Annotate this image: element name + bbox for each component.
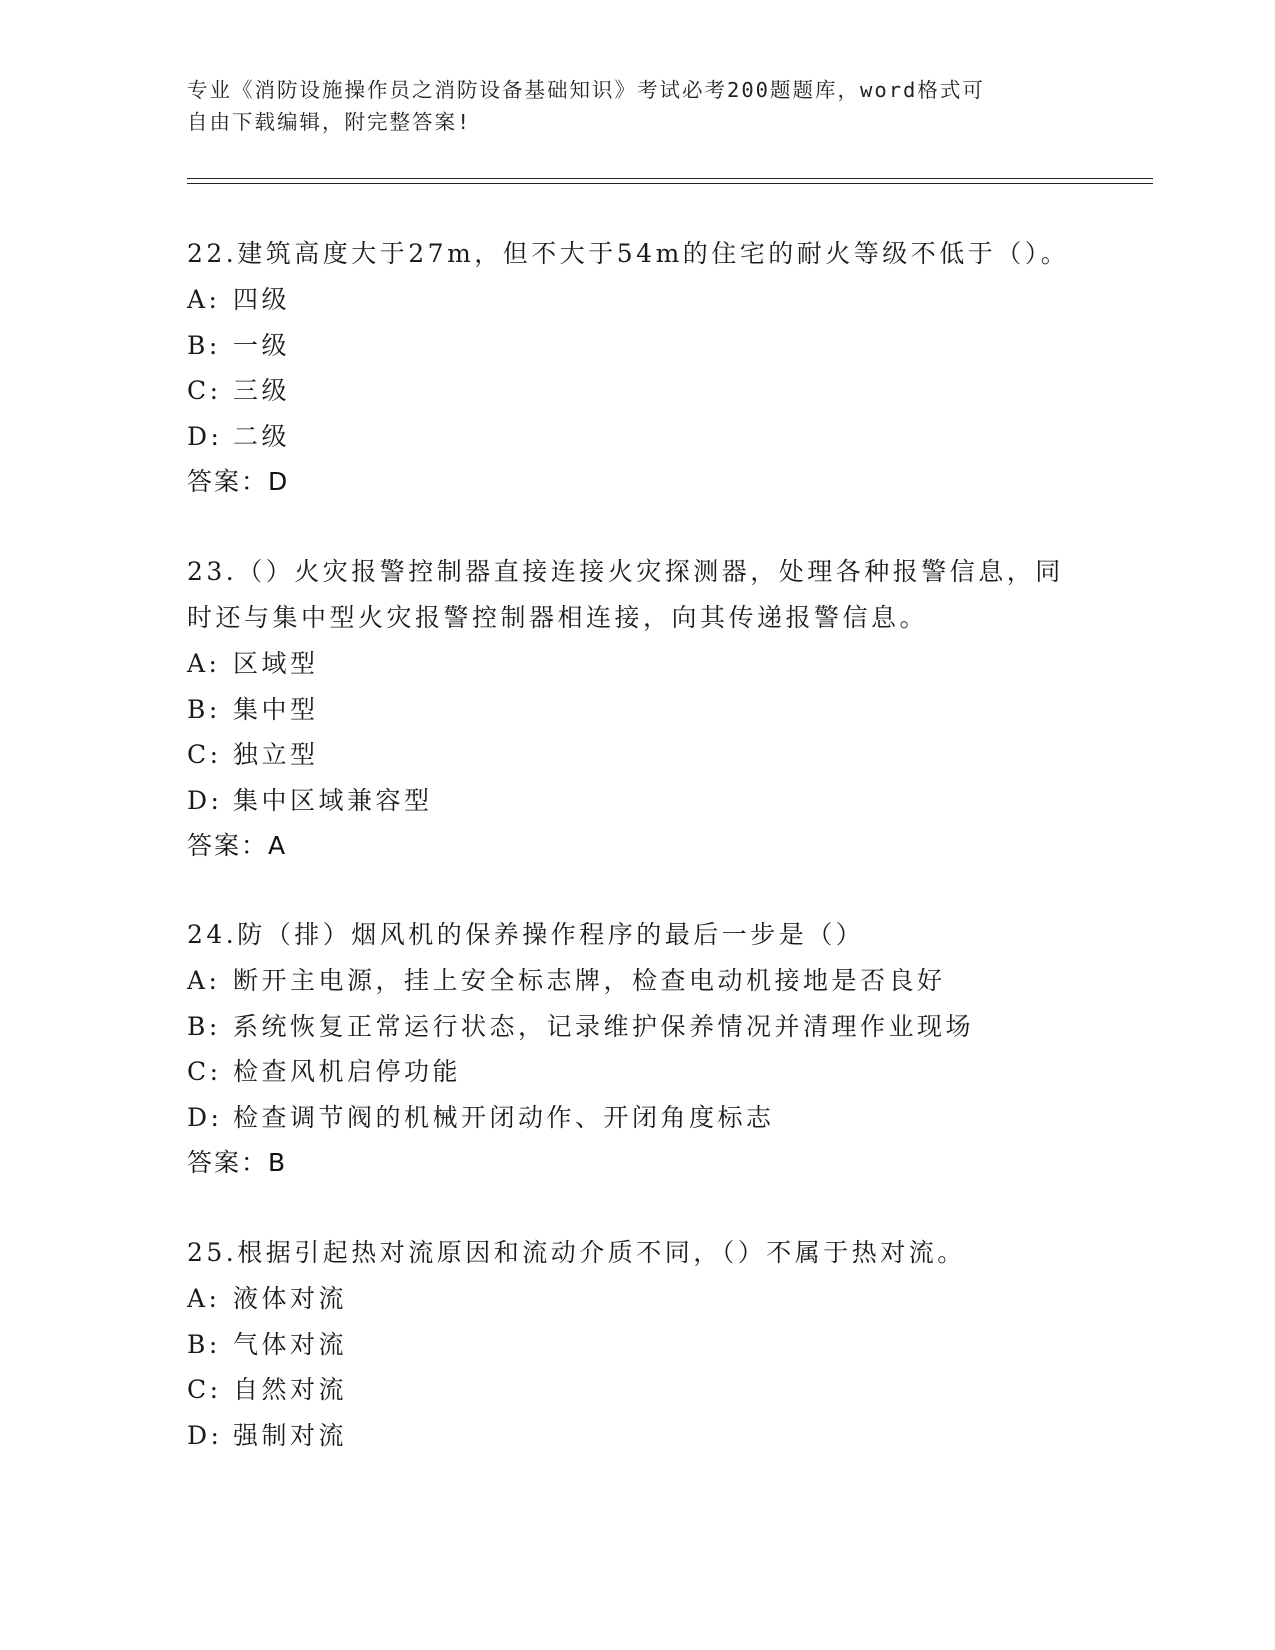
option-letter: C:: [187, 1057, 222, 1086]
answer-line: 答案：A: [187, 831, 288, 860]
option-a: [187, 641, 1087, 687]
option-d: [187, 1095, 1087, 1141]
option-letter: C:: [187, 1375, 222, 1404]
answer-line: 答案：B: [187, 1148, 288, 1177]
header-line-2: 自由下载编辑，附完整答案!: [187, 110, 472, 134]
option-text: 三级: [233, 376, 291, 405]
document-header: [187, 74, 1067, 138]
question-stem: 24.防（排）烟风机的保养操作程序的最后一步是（）: [187, 920, 865, 949]
option-letter: B:: [187, 330, 221, 360]
option-d: [187, 1413, 1087, 1459]
option-letter: B:: [187, 694, 221, 724]
option-letter: D:: [187, 421, 223, 451]
option-c: [187, 1049, 1087, 1095]
option-letter: D:: [187, 1102, 223, 1132]
question-25: [187, 1230, 1087, 1458]
option-text: 区域型: [233, 649, 319, 678]
question-stem: 25.根据引起热对流原因和流动介质不同，（）不属于热对流。: [187, 1238, 966, 1267]
option-letter: A:: [187, 649, 221, 678]
option-letter: A:: [187, 966, 221, 995]
question-stem: 22.建筑高度大于27m，但不大于54m的住宅的耐火等级不低于（）。: [187, 239, 1070, 268]
option-b: [187, 687, 1087, 733]
option-letter: C:: [187, 740, 222, 769]
header-line-1: 专业《消防设施操作员之消防设备基础知识》考试必考200题题库，word格式可: [187, 78, 985, 102]
option-text: 强制对流: [233, 1420, 348, 1450]
question-24: [187, 912, 1087, 1185]
option-text: 集中区域兼容型: [233, 785, 433, 815]
option-b: [187, 1322, 1087, 1368]
option-d: [187, 414, 1087, 460]
option-text: 自然对流: [233, 1375, 348, 1404]
option-a: [187, 277, 1087, 323]
question-23: [187, 549, 1087, 868]
option-letter: A:: [187, 1284, 221, 1313]
option-a: [187, 1276, 1087, 1322]
option-text: 系统恢复正常运行状态，记录维护保养情况并清理作业现场: [233, 1011, 975, 1041]
option-b: [187, 1004, 1087, 1050]
option-letter: D:: [187, 785, 223, 815]
header-divider-top: [187, 178, 1153, 179]
option-c: [187, 732, 1087, 778]
option-letter: B:: [187, 1011, 221, 1041]
option-text: 液体对流: [233, 1284, 348, 1313]
option-letter: C:: [187, 376, 222, 405]
option-text: 独立型: [233, 740, 319, 769]
option-text: 检查风机启停功能: [233, 1057, 462, 1086]
option-letter: D:: [187, 1420, 223, 1450]
option-d: [187, 778, 1087, 824]
option-c: [187, 368, 1087, 414]
option-text: 断开主电源，挂上安全标志牌，检查电动机接地是否良好: [233, 966, 946, 995]
option-letter: A:: [187, 285, 221, 314]
option-b: [187, 323, 1087, 369]
question-22: [187, 231, 1087, 504]
question-stem-line-2: 时还与集中型火灾报警控制器相连接，向其传递报警信息。: [187, 603, 929, 632]
option-text: 气体对流: [233, 1329, 348, 1359]
question-stem-line-1: 23.（）火灾报警控制器直接连接火灾探测器，处理各种报警信息，同: [187, 557, 1064, 586]
header-divider-bottom: [187, 183, 1153, 184]
option-text: 检查调节阀的机械开闭动作、开闭角度标志: [233, 1102, 775, 1132]
option-letter: B:: [187, 1329, 221, 1359]
option-a: [187, 958, 1087, 1004]
option-text: 集中型: [233, 694, 319, 724]
answer-line: 答案：D: [187, 467, 290, 496]
option-c: [187, 1367, 1087, 1413]
option-text: 一级: [233, 330, 291, 360]
option-text: 二级: [233, 421, 291, 451]
option-text: 四级: [233, 285, 291, 314]
